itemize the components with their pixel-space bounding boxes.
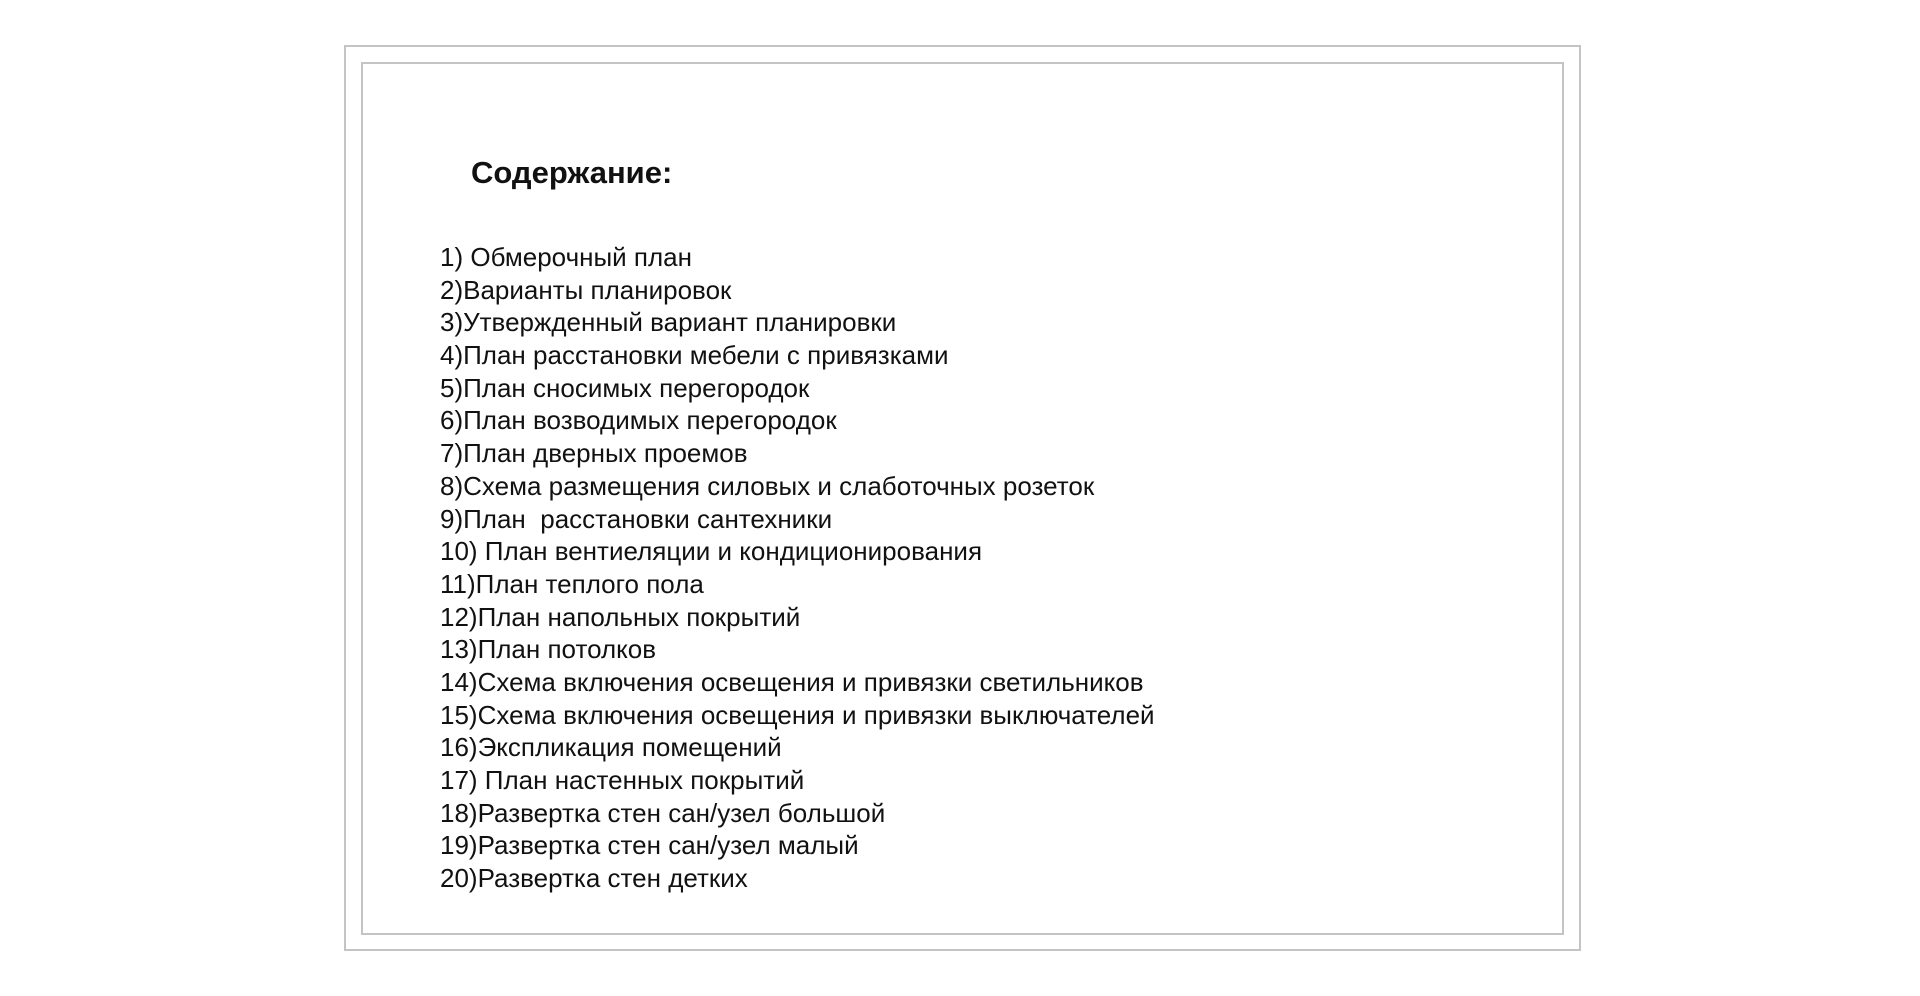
toc-item: 13)План потолков — [440, 634, 657, 665]
toc-item: 18)Развертка стен сан/узел большой — [440, 797, 886, 828]
toc-item: 12)План напольных покрытий — [440, 601, 801, 632]
toc-title: Содержание: — [471, 155, 673, 190]
toc-item: 14)Схема включения освещения и привязки светильников — [440, 666, 1144, 697]
toc-item: 1) Обмерочный план — [440, 242, 692, 272]
toc-item: 2)Варианты планировок — [440, 274, 732, 305]
toc-item: 7)План дверных проемов — [440, 438, 748, 469]
toc-item: 4)План расстановки мебели с привязками — [440, 340, 949, 371]
toc-item: 20)Развертка стен детких — [440, 863, 748, 894]
toc-item: 19)Развертка стен сан/узел малый — [440, 830, 859, 861]
toc-item: 10) План вентиеляции и кондиционирования — [440, 536, 983, 567]
toc-list — [440, 241, 1155, 895]
toc-item: 9)План расстановки сантехники — [440, 503, 833, 534]
toc-item: 16)Экспликация помещений — [440, 732, 782, 763]
toc-item: 6)План возводимых перегородок — [440, 405, 837, 436]
toc-item: 11)План теплого пола — [440, 568, 704, 599]
toc-item: 15)Схема включения освещения и привязки выключателей — [440, 699, 1155, 730]
toc-item: 17) План настенных покрытий — [440, 765, 805, 795]
toc-item: 3)Утвержденный вариант планировки — [440, 307, 897, 338]
toc-item: 5)План сносимых перегородок — [440, 372, 810, 403]
toc-item: 8)Схема размещения силовых и слаботочных розеток — [440, 470, 1095, 501]
